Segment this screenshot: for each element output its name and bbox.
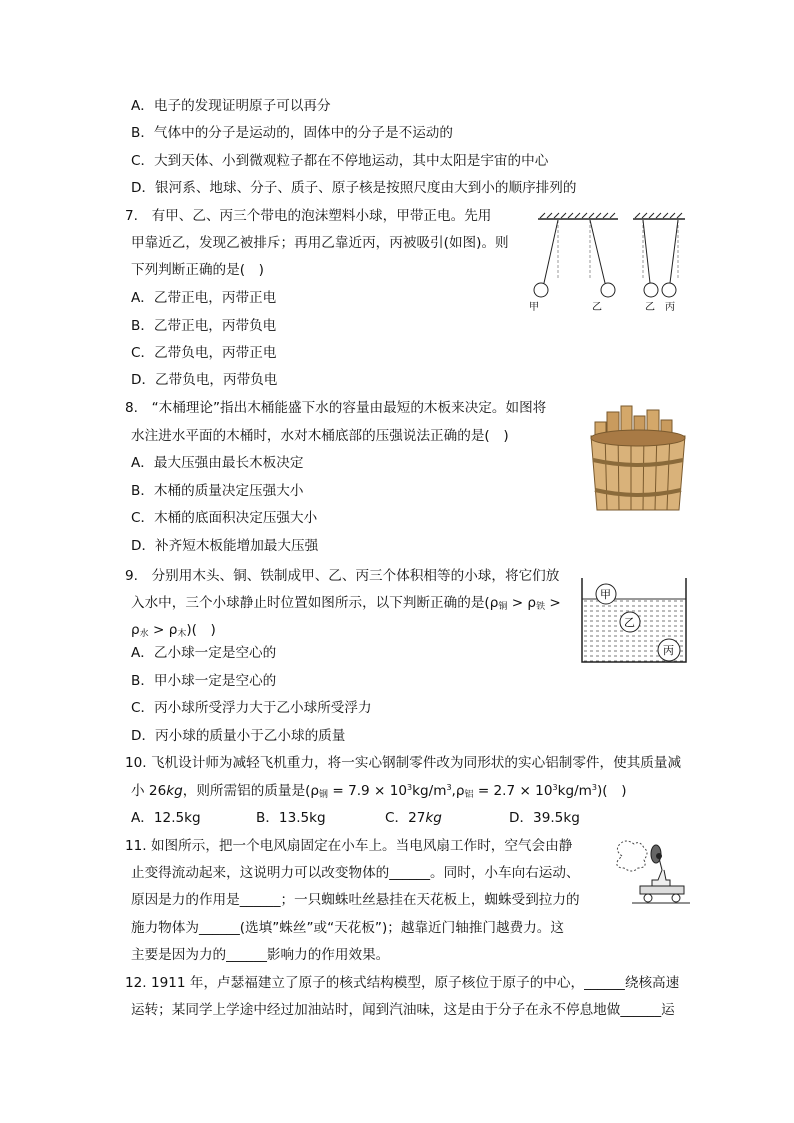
q11-stem-line2: 止变得流动起来，这说明力可以改变物体的______。同时，小车向右运动、	[131, 865, 580, 881]
q11-stem-line4: 施力物体为______(选填”蛛丝”或“天花板”)；越靠近门轴推门越费力。这	[131, 920, 564, 936]
q12-stem-line1: 12. 1911 年，卢瑟福建立了原子的核式结构模型，原子核位于原子的中心，______绕核高速	[125, 975, 680, 991]
q11-stem-line3: 原因是力的作用是______；一只蜘蛛吐丝悬挂在天花板上，蜘蛛受到拉力的	[131, 892, 580, 908]
q10-option-d: D．39.5kg	[509, 810, 580, 826]
q6-option-a: A．电子的发现证明原子可以再分	[131, 98, 331, 114]
q8-stem-line2: 水注进水平面的木桶时，水对木桶底部的压强说法正确的是( )	[131, 428, 509, 444]
q9-option-b: B．甲小球一定是空心的	[131, 673, 277, 689]
q7-option-a: A．乙带正电，丙带正电	[131, 290, 277, 306]
q8-option-c: C．木桶的底面积决定压强大小	[131, 510, 318, 526]
q8-option-b: B．木桶的质量决定压强大小	[131, 483, 304, 499]
q6-option-d: D．银河系、地球、分子、质子、原子核是按照尺度由大到小的顺序排列的	[131, 180, 577, 196]
q9-label-yi: 乙	[624, 616, 635, 629]
q6-option-c: C．大到天体、小到微观粒子都在不停地运动，其中太阳是宇宙的中心	[131, 153, 549, 169]
q7-label-bing: 丙	[665, 302, 675, 313]
q9-container-figure	[578, 574, 692, 666]
q7-pendulum-figure	[520, 210, 690, 320]
q9-stem-line3: $\rho_水 > \rho_木$)( )	[131, 622, 216, 639]
q9-stem-line2: 入水中，三个小球静止时位置如图所示，以下判断正确的是($\rho_铜 > \rho_铁$ >	[131, 595, 561, 612]
q9-stem-line1: 9. 分别用木头、铜、铁制成甲、乙、丙三个体积相等的小球，将它们放	[125, 568, 560, 584]
q7-label-yi-right: 乙	[645, 302, 655, 313]
fan-cart-figure	[608, 836, 692, 912]
q8-stem-line1: 8. “木桶理论”指出木桶能盛下水的容量由最短的木板来决定。如图将	[125, 400, 547, 416]
q9-option-d: D．丙小球的质量小于乙小球的质量	[131, 728, 346, 744]
q8-option-d: D．补齐短木板能增加最大压强	[131, 538, 319, 554]
q10-option-c: C．27kg	[385, 810, 442, 826]
q9-label-bing: 丙	[663, 644, 674, 657]
q7-option-c: C．乙带负电，丙带正电	[131, 345, 277, 361]
q7-stem-line1: 7. 有甲、乙、丙三个带电的泡沫塑料小球，甲带正电。先用	[125, 208, 492, 224]
wooden-bucket-image	[585, 402, 690, 520]
q10-stem-line1: 10. 飞机设计师为减轻飞机重力，将一实心钢制零件改为同形状的实心铝制零件，使其质量减	[125, 755, 682, 771]
q7-label-yi-left: 乙	[592, 302, 602, 313]
q10-option-b: B．13.5kg	[256, 810, 326, 826]
q7-label-jia: 甲	[529, 302, 539, 313]
q10-stem-line2: 小 26kg，则所需铝的质量是$(\rho_钢 = 7.9 \times 10^3kg/m^3,\rho_铝 = 2.7 \times 10^3kg/m^3)$( )	[131, 783, 627, 800]
q12-stem-line2: 运转；某同学上学途中经过加油站时，闻到汽油味，这是由于分子在永不停息地做______运	[131, 1002, 675, 1018]
q8-option-a: A．最大压强由最长木板决定	[131, 455, 304, 471]
q6-option-b: B．气体中的分子是运动的，固体中的分子是不运动的	[131, 125, 453, 141]
q9-option-a: A．乙小球一定是空心的	[131, 645, 277, 661]
q7-option-d: D．乙带负电，丙带负电	[131, 372, 278, 388]
q9-option-c: C．丙小球所受浮力大于乙小球所受浮力	[131, 700, 372, 716]
q7-option-b: B．乙带正电，丙带负电	[131, 318, 277, 334]
q11-stem-line1: 11. 如图所示，把一个电风扇固定在小车上。当电风扇工作时，空气会由静	[125, 838, 573, 854]
q7-stem-line2: 甲靠近乙，发现乙被排斥；再用乙靠近丙，丙被吸引(如图)。则	[131, 235, 509, 251]
q7-stem-line3: 下列判断正确的是( )	[131, 262, 264, 278]
q9-label-jia: 甲	[600, 588, 611, 601]
q10-option-a: A．12.5kg	[131, 810, 201, 826]
q11-stem-line5: 主要是因为力的______影响力的作用效果。	[131, 947, 390, 963]
